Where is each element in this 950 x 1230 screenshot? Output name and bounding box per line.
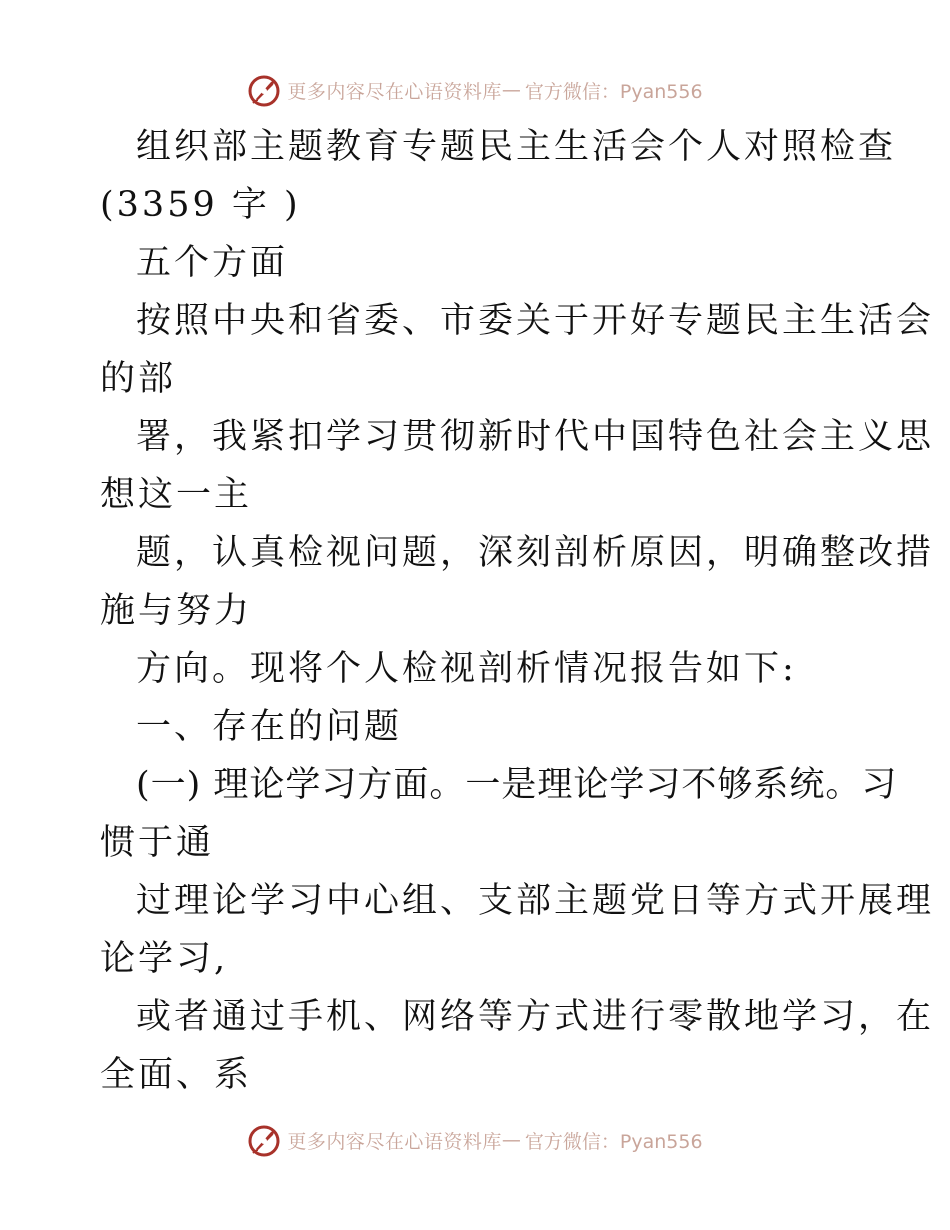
doc-section-heading: 一、存在的问题 [136, 707, 403, 747]
watermark-site-text: 更多内容尽在心语资料库 [287, 80, 502, 103]
doc-paragraph-line: 全面、系 [100, 1055, 253, 1095]
watermark-dash: — [501, 1129, 521, 1151]
watermark-banner-top [0, 72, 950, 108]
doc-paragraph-line: 署，我紧扣学习贯彻新时代中国特色社会主义思 [136, 417, 935, 457]
doc-paragraph-line: 的部 [100, 359, 177, 399]
doc-paragraph-line: 方向。现将个人检视剖析情况报告如下: [136, 649, 797, 689]
doc-paragraph-line: 或者通过手机、网络等方式进行零散地学习，在 [136, 997, 935, 1037]
quill-seal-logo-icon [247, 73, 283, 107]
doc-paragraph-line: 惯于通 [100, 823, 215, 863]
watermark-dash: — [501, 79, 521, 101]
doc-title: 组织部主题教育专题民主生活会个人对照检查 [136, 127, 897, 167]
watermark-banner-bottom [0, 1122, 950, 1158]
quill-seal-logo-icon [247, 1123, 283, 1157]
doc-paragraph-line: 过理论学习中心组、支部主题党日等方式开展理 [136, 881, 935, 921]
doc-paragraph-line: 施与努力 [100, 591, 253, 631]
doc-paragraph-line: 想这一主 [100, 475, 253, 515]
doc-word-count: (3359 字 ) [100, 185, 301, 225]
document-body [100, 118, 935, 1104]
doc-subtitle: 五个方面 [136, 243, 289, 283]
doc-subsection-line: (一) 理论学习方面。一是理论学习不够系统。习 [136, 765, 898, 805]
doc-paragraph-line: 按照中央和省委、市委关于开好专题民主生活会 [136, 301, 935, 341]
doc-paragraph-line: 题，认真检视问题，深刻剖析原因，明确整改措 [136, 533, 935, 573]
watermark-wechat-text: 官方微信：Pyan556 [524, 1130, 703, 1153]
doc-paragraph-line: 论学习, [100, 939, 229, 979]
watermark-site-text: 更多内容尽在心语资料库 [287, 1130, 502, 1153]
watermark-wechat-text: 官方微信：Pyan556 [524, 80, 703, 103]
